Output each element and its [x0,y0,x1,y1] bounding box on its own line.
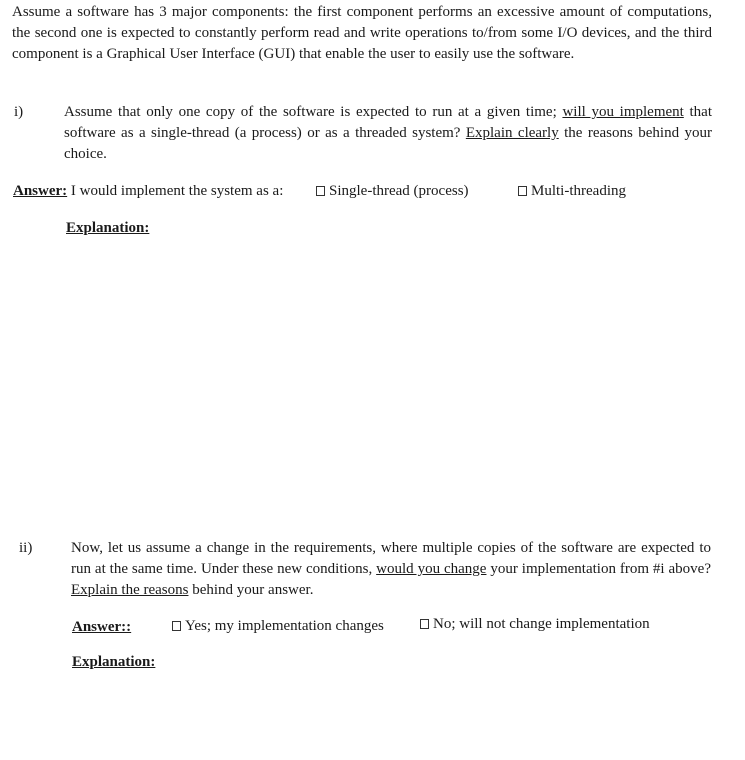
option-no[interactable] [420,616,650,633]
question-1-underline-2: Explain clearly [465,125,559,141]
checkbox-icon[interactable] [316,186,325,196]
question-1-underline-1: will you implement [562,104,684,120]
question-2-underline-1: would you change [376,561,487,577]
question-1-text-c: the reasons behind your choice. [64,125,712,162]
question-2-text-b: your implementation from #i above? [486,561,711,577]
option-no-label: No; will not change implementation [433,616,650,632]
option-yes[interactable] [172,618,384,635]
question-2-text [71,538,711,601]
question-2-explanation-label: Explanation: [72,654,156,670]
option-single-thread-label: Single-thread (process) [329,183,469,199]
answer-label: Answer: [13,183,68,199]
answer-label: Answer:: [72,619,132,635]
question-2-text-c: behind your answer. [188,582,314,598]
question-1-text-a: Assume that only one copy of the software is expected to run at a given time; [64,104,563,120]
intro-paragraph: Assume a software has 3 major components: the first component performs an excessive amount of computations, the second one is expected to constantly perform read and write operations to/from some I/O devices, and the third component is a Graphical User Interface (GUI) that enable the user to easily use the software. [12,4,712,62]
checkbox-icon[interactable] [518,186,527,196]
question-1-answer-row [13,183,283,200]
checkbox-icon[interactable] [420,619,429,629]
question-2-number: ii) [19,540,33,556]
question-1-explanation-label: Explanation: [66,220,150,236]
question-2-answer-row [72,619,131,636]
question-1-text-b: that software as a single-thread (a process) or as a threaded system? [64,104,712,141]
option-yes-label: Yes; my implementation changes [185,618,384,634]
checkbox-icon[interactable] [172,621,181,631]
question-1-text [64,102,712,165]
question-2-text-a: Now, let us assume a change in the requirements, where multiple copies of the software are expected to run at the same time. Under these new conditions, [71,540,711,577]
option-multi-threading[interactable] [518,183,626,200]
option-single-thread[interactable] [316,183,469,200]
option-multi-threading-label: Multi-threading [531,183,626,199]
question-2-underline-2: Explain the reasons [71,582,189,598]
answer-text: I would implement the system as a: [67,183,284,199]
question-1-number: i) [14,104,24,120]
